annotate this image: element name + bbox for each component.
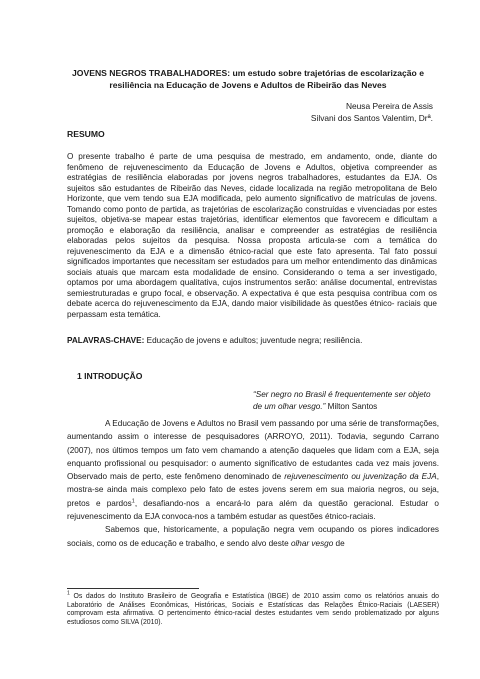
epigraph-quote: “Ser negro no Brasil é frequentemente ser objeto de um olhar vesgo.” [253, 390, 431, 411]
abstract-text: O presente trabalho é parte de uma pesquisa de mestrado, em andamento, onde, diante do fenômeno de rejuvenescimento da Educação de Jovens e Adultos, objetiva compreender as estratégias de resiliência elaboradas por jovens negros trabalhadores, estudantes da EJA. Os sujeitos são estudantes de Ribeirão das Neves, cidade localizada na região metropolitana de Belo Horizonte, que vem tendo sua EJA modificada, pelo aumento significativo de matrículas de jovens. Tomando como ponto de partida, as trajetórias de escolarização construídas e vivenciadas por estes sujeitos, objetiva-se mapear estas trajetórias, identificar elementos que favorecem e dificultam a promoção e elaboração da resiliência, analisar e compreender as estratégias de resiliência elaboradas pelos sujeitos da pesquisa. Nossa proposta articula-se com a temática do rejuvenescimento da EJA e a dimensão étnico-racial que este fato apresenta. Tal fato possui significados importantes que necessitam ser estudados para um melhor entendimento das dinâmicas sociais atuais que marcam esta modalidade de ensino. Considerando o tema a ser investigado, optamos por uma abordagem qualitativa, cujos instrumentos serão: análise documental, entrevistas semiestruturadas e grupo focal, e observação. A expectativa é que esta pesquisa contribua com os debate acerca do rejuvenescimento da EJA, dando maior visibilidade às questões étnico- raciais que perpassam esta temática. [67, 152, 437, 319]
paragraph-2-text-a: Sabemos que, historicamente, a população negra vem ocupando os piores indicadores sociais, como os de educação e trabalho, e sendo alvo deste [67, 525, 439, 548]
paper-title: JOVENS NEGROS TRABALHADORES: um estudo sobre trajetórias de escolarização e resiliência na Educação de Jovens e Adultos de Ribeirão das Neves [72, 68, 424, 90]
intro-heading: 1 INTRODUÇÃO [77, 371, 143, 381]
paragraph-1-italic: rejuvenescimento ou juvenização da EJA [284, 472, 437, 482]
author-list [311, 101, 433, 124]
paragraph-2 [67, 523, 439, 550]
paragraph-1-text-a: A Educação de Jovens e Adultos no Brasil vem passando por uma série de transformações, aumentando assim o interesse de pesquisadores (ARROYO, 2011). Todavia, segundo Carrano (2007), nos últimos tempos um fato vem chamando a atenção daqueles que lidam com a EJA, seja enquanto profissional ou pesquisador: o aumento significativo de estudantes cada vez mais jovens. Observado mais de perto, este fenômeno denominado de [67, 419, 439, 482]
keywords-label: PALAVRAS-CHAVE: [67, 336, 145, 345]
author-1: Neusa Pereira de Assis [345, 101, 433, 111]
body-text [67, 417, 439, 550]
keywords [67, 335, 439, 346]
epigraph [253, 389, 437, 413]
paragraph-1 [67, 417, 439, 523]
footnote-ref: 1 [131, 498, 135, 505]
keywords-text: Educação de jovens e adultos; juventude negra; resiliência. [146, 336, 363, 345]
paragraph-2-italic: olhar vesgo [290, 538, 334, 548]
epigraph-author: Milton Santos [327, 402, 378, 411]
author-2: Silvani dos Santos Valentim, Drª. [310, 112, 433, 123]
footnote [67, 590, 439, 627]
paragraph-1-text-c: , desafiando-nos a encará-lo para além da questão geracional. Estudar o rejuvenescimento da EJA convoca-nos a também estudar as questões étnico-raciais. [67, 498, 439, 522]
paragraph-1-text-b: , mostra-se ainda mais complexo pelo fato de estes jovens serem em sua maioria negros, ou seja, pretos e pardos [67, 472, 439, 508]
paragraph-2-text-b: de [333, 538, 345, 548]
footnote-divider [67, 588, 199, 589]
resumo-heading: RESUMO [67, 129, 105, 139]
footnote-text: Os dados do Instituto Brasileiro de Geografia e Estatística (IBGE) de 2010 assim como os relatórios anuais do Laboratório de Análises Econômicas, Históricas, Sociais e Estatísticas das Relações Étnico-Raciais (LAESER) comprovam esta afirmativa. O pertencimento étnico-racial destes estudantes vem sendo problematizado por alguns estudiosos como SILVA (2010). [67, 593, 439, 626]
footnote-number: 1 [67, 590, 70, 597]
